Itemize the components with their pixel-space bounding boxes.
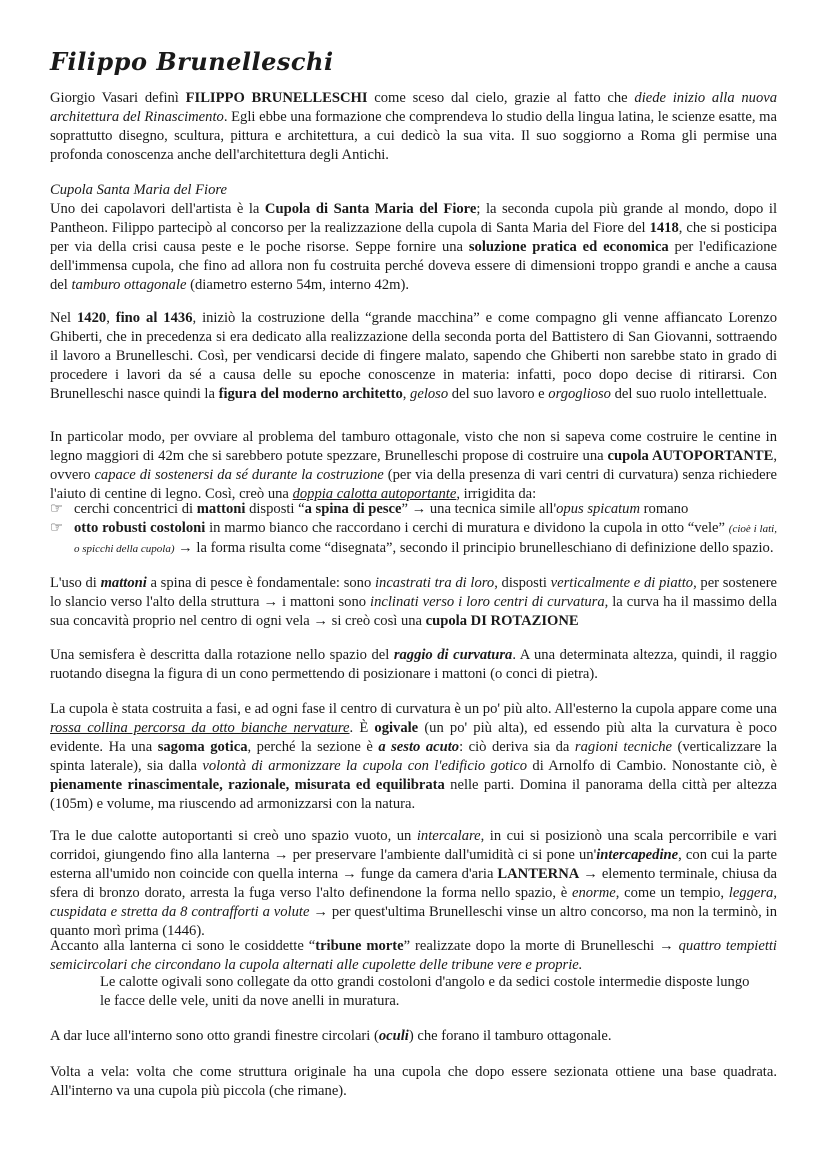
bold-run: LANTERNA xyxy=(497,866,580,882)
text-run: romano xyxy=(640,501,689,517)
text-run: , per sostenere lo slancio verso l'alto della struttura → i mattoni sono xyxy=(50,575,778,610)
text-run: . A una determinata altezza, quindi, il raggio ruotando disegna la figura di un cono permettendo di posizionare i mattoni (o conci di pietra). xyxy=(50,647,778,682)
text-run: a spina di pesce è fondamentale: sono xyxy=(146,575,375,591)
bold-italic-run: oculi xyxy=(378,1028,409,1044)
text-run: (per via della presenza di vari centri di curvatura) senza richiedere l'aiuto di centine di legno. Così, creò una xyxy=(50,467,777,502)
italic-run: inclinati verso i loro centri di curvatura xyxy=(370,594,605,610)
text-run: A dar luce all'interno sono otto grandi finestre circolari ( xyxy=(50,1028,379,1044)
text-run: , che si posticipa per via della crisi causa peste e le poche risorse. Seppe fornire una xyxy=(50,220,777,255)
text-run: in marmo bianco che raccordano i cerchi di muratura e dividono la cupola in otto “vele” xyxy=(205,520,729,536)
text-run: Giorgio Vasari definì xyxy=(50,90,186,106)
text-run: , perché la sezione è xyxy=(247,739,379,755)
text-run: → per quest'ultima Brunelleschi vinse un altro concorso, ma non la terminò, in quanto morì prima (1446). xyxy=(50,904,777,939)
bold-run: cupola DI ROTAZIONE xyxy=(425,613,579,629)
paragraph-semisfera xyxy=(50,646,777,684)
bold-run: FILIPPO BRUNELLESCHI xyxy=(185,90,368,106)
paragraph-volta-a-vela: Volta a vela: volta che come struttura originale ha una cupola che dopo essere sezionata ottiene una base quadrata. All'interno va una cupola più piccola (che rimane). xyxy=(50,1064,777,1099)
text-run: Tra le due calotte autoportanti si creò uno spazio vuoto, un xyxy=(50,828,417,844)
bold-run: otto robusti costoloni xyxy=(74,520,206,536)
bold-run: a spina di pesce xyxy=(304,501,402,517)
bold-italic-run: a sesto acuto xyxy=(378,739,460,755)
italic-run: leggera, cuspidata e stretta da 8 contrafforti a volute xyxy=(50,885,777,920)
italic-run: enorme xyxy=(571,885,616,901)
italic-run: tamburo ottagonale xyxy=(71,277,187,293)
italic-run: geloso xyxy=(410,386,449,402)
bold-run: pienamente rinascimentale, razionale, misurata ed equilibrata xyxy=(50,777,445,793)
text-run: ; la seconda cupola più grande al mondo, dopo il Pantheon. Filippo partecipò al concorso per la realizzazione della cupola di Santa Maria del Fiore del xyxy=(50,201,777,236)
bold-italic-run: intercapedine xyxy=(596,847,679,863)
paragraph-fasi xyxy=(50,700,777,814)
text-run: , ovvero xyxy=(50,448,777,483)
text-run: In particolar modo, per ovviare al problema del tamburo ottagonale, visto che non si sapeva come costruire le centine in legno maggiori di 42m che si sarebbero potute spezzare, Brunelleschi propose di costruire una xyxy=(50,429,777,464)
list-item xyxy=(50,500,777,519)
bold-run: fino al 1436 xyxy=(115,310,193,326)
text-run: . È xyxy=(349,720,375,736)
italic-run: verticalmente e di piatto xyxy=(550,575,694,591)
text-run: (diametro esterno 54m, interno 42m). xyxy=(186,277,409,293)
text-run: , la curva ha il massimo della sua concavità proprio nel centro di ogni vela → si creò così una xyxy=(50,594,777,629)
bold-run: Cupola di Santa Maria del Fiore xyxy=(264,201,477,217)
bold-italic-run: mattoni xyxy=(100,575,147,591)
paragraph-lanterna xyxy=(50,827,777,941)
bold-run: 1418 xyxy=(649,220,679,236)
text-run: di Arnolfo di Cambio. Nonostante ciò, è xyxy=(527,758,777,774)
italic-run: quattro tempietti semicircolari che circondano la cupola alternati alle cupolette delle tribune vere e proprie. xyxy=(50,938,777,973)
italic-run: intercalare xyxy=(416,828,481,844)
italic-run: diede inizio alla nuova architettura del Rinascimento xyxy=(50,90,778,125)
text-run: per l'edificazione dell'immensa cupola, che fino ad allora non fu costruita perché doveva essere di dimensioni troppo grandi e anche a causa del xyxy=(50,239,777,293)
underlined-run: doppia calotta autoportante xyxy=(292,486,457,502)
intro-paragraph xyxy=(50,89,777,165)
text-run: , xyxy=(106,310,116,326)
text-run: : ciò deriva sia da xyxy=(459,739,575,755)
text-run: Nel xyxy=(50,310,77,326)
italic-run: volontà di armonizzare la cupola con l'edificio gotico xyxy=(202,758,528,774)
bold-run: mattoni xyxy=(196,501,246,517)
bold-run: 1420 xyxy=(77,310,107,326)
section-heading: Cupola Santa Maria del Fiore xyxy=(50,182,228,198)
text-run: (verticalizzare la spinta laterale), sia dalla xyxy=(50,739,777,774)
underlined-run: rossa collina percorsa da otto bianche nervature xyxy=(50,720,350,736)
paragraph-oculi xyxy=(50,1027,777,1046)
text-run: ” → una tecnica simile all' xyxy=(401,501,557,517)
text-run: , iniziò la costruzione della “grande macchina” e come compagno gli venne affiancato Lorenzo Ghiberti, che in precedenza si era dedicato alla realizzazione della seconda porta del Battistero di San Giovanni, sottraendo il lavoro a Brunelleschi. Così, per vendicarsi decide di fingere malato, sapendo che Ghiberti non sarebbe stato in grado di procedere i lavori da sé a causa delle su epoche conoscenze in materia: infatti, poco dopo decise di ritirarsi. Con Brunelleschi nasce quindi la xyxy=(50,310,777,402)
paragraph-mattoni xyxy=(50,574,777,631)
bold-run: tribune morte xyxy=(315,938,404,954)
text-run: , disposti xyxy=(494,575,551,591)
paragraph-tribune xyxy=(50,937,777,975)
text-run: Accanto alla lanterna ci sono le cosiddette “ xyxy=(50,938,316,954)
italic-run: orgoglioso xyxy=(548,386,611,402)
paragraph-cupola xyxy=(50,200,777,295)
text-run: L'uso di xyxy=(50,575,101,591)
pointing-hand-icon: ☞ xyxy=(50,501,64,517)
text-run: cerchi concentrici di xyxy=(74,501,197,517)
page-title: Filippo Brunelleschi xyxy=(50,47,334,76)
paragraph-ghiberti xyxy=(50,309,777,404)
text-run: La cupola è stata costruita a fasi, e ad ogni fase il centro di curvatura è un po' più alto. All'esterno la cupola appare come una xyxy=(50,701,777,717)
text-run: Uno dei capolavori dell'artista è la xyxy=(50,201,265,217)
text-run: , in cui si posizionò una scala percorribile e vari corridoi, giungendo fino alla lanterna → per preservare l'ambiente dall'umidità ci si pone un' xyxy=(50,828,777,863)
bold-run: soluzione pratica ed economica xyxy=(468,239,669,255)
text-run: , come un tempio, xyxy=(615,885,729,901)
italic-run: capace di sostenersi da sé durante la costruzione xyxy=(94,467,384,483)
text-run: , con cui la parte esterna all'umido non coincide con quella interna → funge da camera d'aria xyxy=(50,847,777,882)
small-italic-run: (cioè i lati, o spicchi della cupola) xyxy=(74,523,777,555)
italic-run: incastrati tra di loro xyxy=(374,575,495,591)
text-run: . Egli ebbe una formazione che comprendeva lo studio della lingua latina, le scienze esatte, ma soprattutto disegno, scultura, pittura e architettura, a cui dedicò la sua vita. Il suo soggiorno a Roma gli permise una profonda conoscenza anche dell'architettura degli Antichi. xyxy=(50,109,777,163)
italic-run: opus spicatum xyxy=(556,501,641,517)
bold-run: ogivale xyxy=(374,720,419,736)
text-run: , irrigidita da: xyxy=(456,486,537,502)
text-run: nelle parti. Domina il panorama della città per altezza (105m) e volume, ma riuscendo ad armonizzarsi con la natura. xyxy=(50,777,777,812)
italic-run: ragioni tecniche xyxy=(574,739,673,755)
text-run: (un po' più alta), ed essendo più alta la curvatura è poco evidente. Ha una xyxy=(50,720,777,755)
text-run: ) che forano il tamburo ottagonale. xyxy=(408,1028,612,1044)
indented-paragraph: Le calotte ogivali sono collegate da otto grandi costoloni d'angolo e da sedici costole intermedie disposte lungo le facce delle vele, uniti da nove anelli in muratura. xyxy=(100,974,750,1009)
list-item xyxy=(50,519,777,559)
text-run: → la forma risulta come “disegnata”, secondo il principio brunelleschiano di definizione dello spazio. xyxy=(174,540,774,556)
text-run: del suo lavoro e xyxy=(448,386,549,402)
text-run: del suo ruolo intellettuale. xyxy=(610,386,768,402)
text-run: , xyxy=(402,386,411,402)
text-run: ” realizzate dopo la morte di Brunelleschi → xyxy=(403,938,679,954)
bold-run: cupola AUTOPORTANTE xyxy=(607,448,774,464)
paragraph-autoportante xyxy=(50,428,777,504)
text-run: Una semisfera è descritta dalla rotazione nello spazio del xyxy=(50,647,394,663)
text-run: disposti “ xyxy=(245,501,305,517)
bold-run: figura del moderno architetto xyxy=(218,386,403,402)
bold-italic-run: raggio di curvatura xyxy=(393,647,513,663)
bold-run: sagoma gotica xyxy=(157,739,248,755)
text-run: → elemento terminale, chiusa da sfera di bronzo dorato, arresta la fuga verso l'alto definendone la forma nello spazio, è xyxy=(50,866,777,901)
text-run: come sceso dal cielo, grazie al fatto che xyxy=(367,90,635,106)
pointing-hand-icon: ☞ xyxy=(50,520,64,536)
